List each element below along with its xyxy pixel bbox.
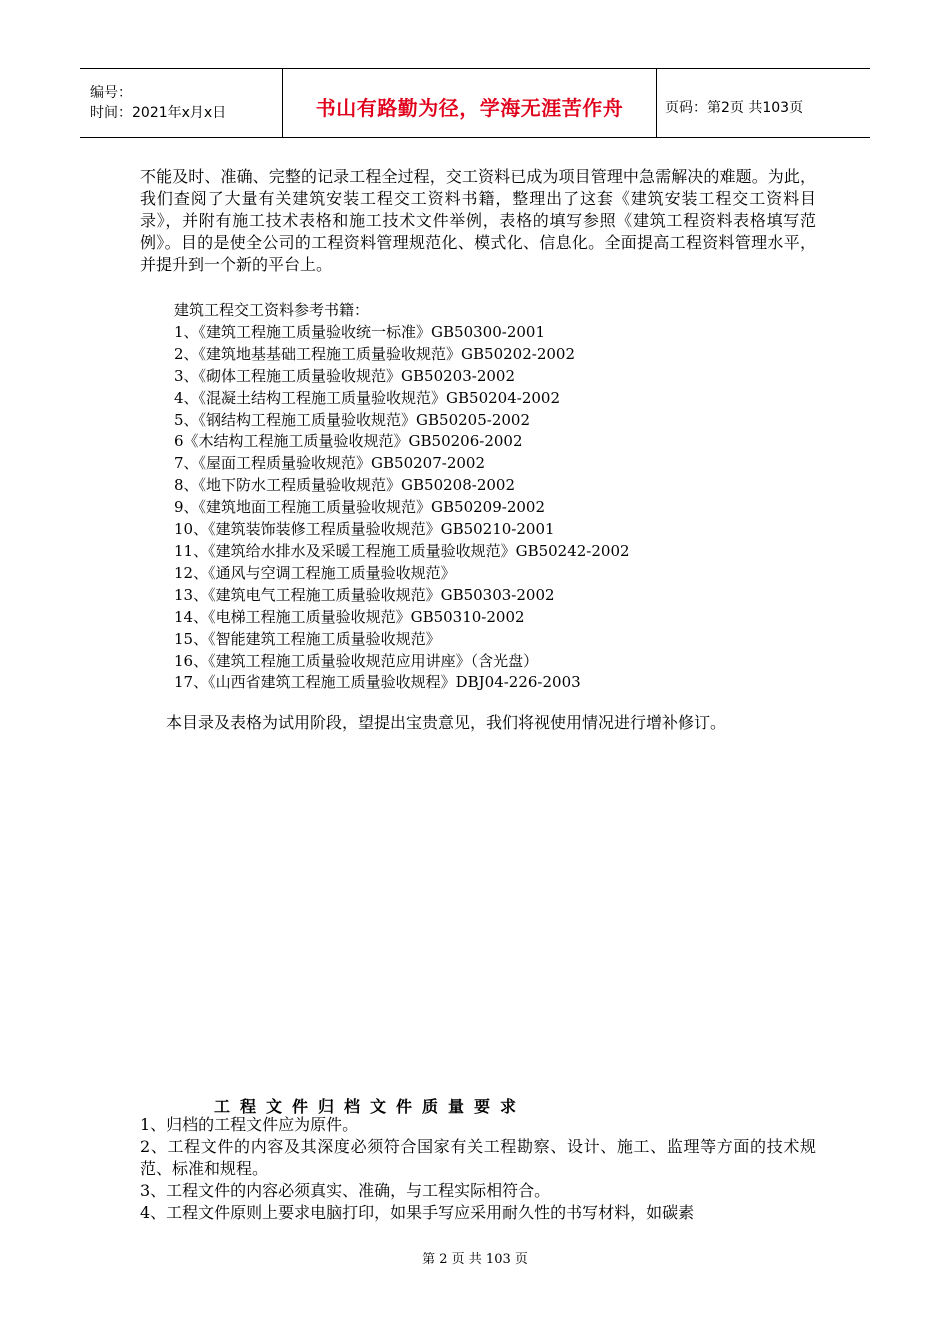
reference-item: 3、《砌体工程施工质量验收规范》GB50203-2002	[174, 366, 516, 385]
reference-item: 1、《建筑工程施工质量验收统一标准》GB50300-2001	[174, 322, 546, 341]
reference-item: 14、《电梯工程施工质量验收规范》GB50310-2002	[174, 607, 525, 626]
reference-item: 4、《混凝土结构工程施工质量验收规范》GB50204-2002	[174, 388, 561, 407]
reference-item: 13、《建筑电气工程施工质量验收规范》GB50303-2002	[174, 585, 555, 604]
reference-item: 5、《钢结构工程施工质量验收规范》GB50205-2002	[174, 410, 531, 429]
reference-heading: 建筑工程交工资料参考书籍：	[174, 301, 370, 319]
page-header	[80, 68, 870, 138]
requirement-item: 1、归档的工程文件应为原件。	[140, 1115, 359, 1134]
header-page-indicator: 页码：第2页 共103页	[665, 100, 804, 116]
reference-item: 17、《山西省建筑工程施工质量验收规程》DBJ04-226-2003	[174, 673, 581, 692]
closing-paragraph: 本目录及表格为试用阶段，望提出宝贵意见，我们将视使用情况进行增补修订。	[166, 713, 727, 732]
reference-item: 12、《通风与空调工程施工质量验收规范》	[174, 563, 456, 582]
header-motto-cell	[283, 69, 657, 137]
requirements-list	[140, 1114, 816, 1224]
page-footer: 第 2 页 共 103 页	[422, 1252, 528, 1267]
document-number-label: 编号：	[90, 85, 132, 101]
reference-item: 10、《建筑装饰装修工程质量验收规范》GB50210-2001	[174, 520, 555, 539]
reference-item: 6《木结构工程施工质量验收规范》GB50206-2002	[174, 432, 523, 451]
header-motto: 书山有路勤为径，学海无涯苦作舟	[315, 95, 624, 120]
reference-item: 16、《建筑工程施工质量验收规范应用讲座》（含光盘）	[174, 651, 539, 670]
reference-item: 9、《建筑地面工程施工质量验收规范》GB50209-2002	[174, 498, 546, 517]
reference-item: 8、《地下防水工程质量验收规范》GB50208-2002	[174, 476, 516, 495]
reference-item: 2、《建筑地基基础工程施工质量验收规范》GB50202-2002	[174, 344, 576, 363]
intro-paragraph: 不能及时、准确、完整的记录工程全过程，交工资料已成为项目管理中急需解决的难题。为此，我们查阅了大量有关建筑安装工程交工资料书籍，整理出了这套《建筑安装工程交工资料目录》，并附有施工技术表格和施工技术文件举例，表格的填写参照《建筑工程资料表格填写范例》。目的是使全公司的工程资料管理规范化、模式化、信息化。全面提高工程资料管理水平，并提升到一个新的平台上。	[140, 167, 816, 274]
reference-item: 15、《智能建筑工程施工质量验收规范》	[174, 629, 441, 648]
requirement-item: 2、工程文件的内容及其深度必须符合国家有关工程勘察、设计、施工、监理等方面的技术规范、标准和规程。	[140, 1137, 816, 1178]
document-time-label: 时间：2021年x月x日	[90, 105, 227, 121]
intro-section	[140, 166, 816, 276]
requirement-item: 3、工程文件的内容必须真实、准确，与工程实际相符合。	[140, 1181, 551, 1200]
reference-list	[170, 300, 630, 694]
header-meta	[80, 69, 283, 137]
requirement-item: 4、工程文件原则上要求电脑打印，如果手写应采用耐久性的书写材料，如碳素	[140, 1203, 695, 1222]
reference-item: 11、《建筑给水排水及采暖工程施工质量验收规范》GB50242-2002	[174, 541, 630, 560]
section-title: 工程文件归档文件质量要求	[214, 1097, 527, 1116]
reference-item: 7、《屋面工程质量验收规范》GB50207-2002	[174, 454, 486, 473]
